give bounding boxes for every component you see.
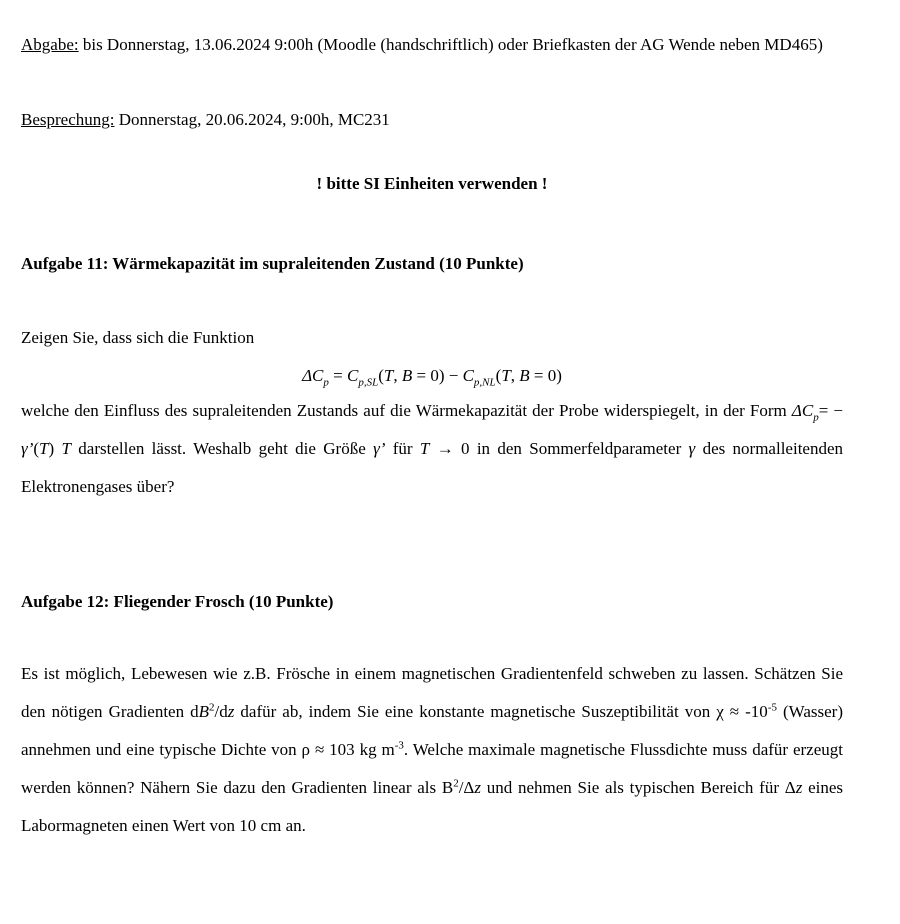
task12-title: Aufgabe 12: Fliegender Frosch (10 Punkte) — [21, 592, 334, 611]
submission-info — [21, 35, 843, 55]
abgabe-label: Abgabe: — [21, 35, 79, 54]
besprechung-text: Donnerstag, 20.06.2024, 9:00h, MC231 — [114, 110, 390, 129]
si-units-notice: ! bitte SI Einheiten verwenden ! — [316, 174, 548, 193]
task11-formula: $\Delta C_p = C_{p,SL}(T$, $B = 0) - C_{p,NL}(T$, B = 0) — [302, 366, 562, 389]
task11-title: Aufgabe 11: Wärmekapazität im supraleitenden Zustand (10 Punkte) — [21, 254, 524, 273]
task11-body: welche den Einfluss des supraleitenden Zustands auf die Wärmekapazität der Probe widerspiegelt, in der Form $\Delta C_p=$ − γ’(T) T darstellen lässt. Weshalb geht die Größe γ’ für T → 0 in den Sommerfeldparameter γ des normalleitenden Elektronengases über? — [21, 401, 844, 496]
besprechung-label: Besprechung: — [21, 110, 115, 129]
task11-intro: Zeigen Sie, dass sich die Funktion — [21, 328, 255, 347]
formula-lhs: ΔC — [302, 366, 324, 385]
discussion-info — [21, 110, 843, 130]
abgabe-text: bis Donnerstag, 13.06.2024 9:00h (Moodle (handschriftlich) oder Briefkasten der AG Wende neben MD465) — [78, 35, 823, 54]
task12-body: Es ist möglich, Lebewesen wie z.B. Frösche in einem magnetischen Gradientenfeld schweben zu lassen. Schätzen Sie den nötigen Gradienten $dB^2/dz$ dafür ab, indem Sie eine konstante magnetische Suszeptibilität von $\chi \approx -10^{-5}$ (Wasser) annehmen und eine typische Dichte von ρ ≈ 103 kg $m^{-3}$. Welche maximale magnetische Flussdichte muss dafür erzeugt werden können? Nähern Sie dazu den Gradienten linear als $B^2/\Delta z$ und nehmen Sie als typischen Bereich für Δz eines Labormagneten einen Wert von 10 cm an. — [21, 664, 843, 835]
